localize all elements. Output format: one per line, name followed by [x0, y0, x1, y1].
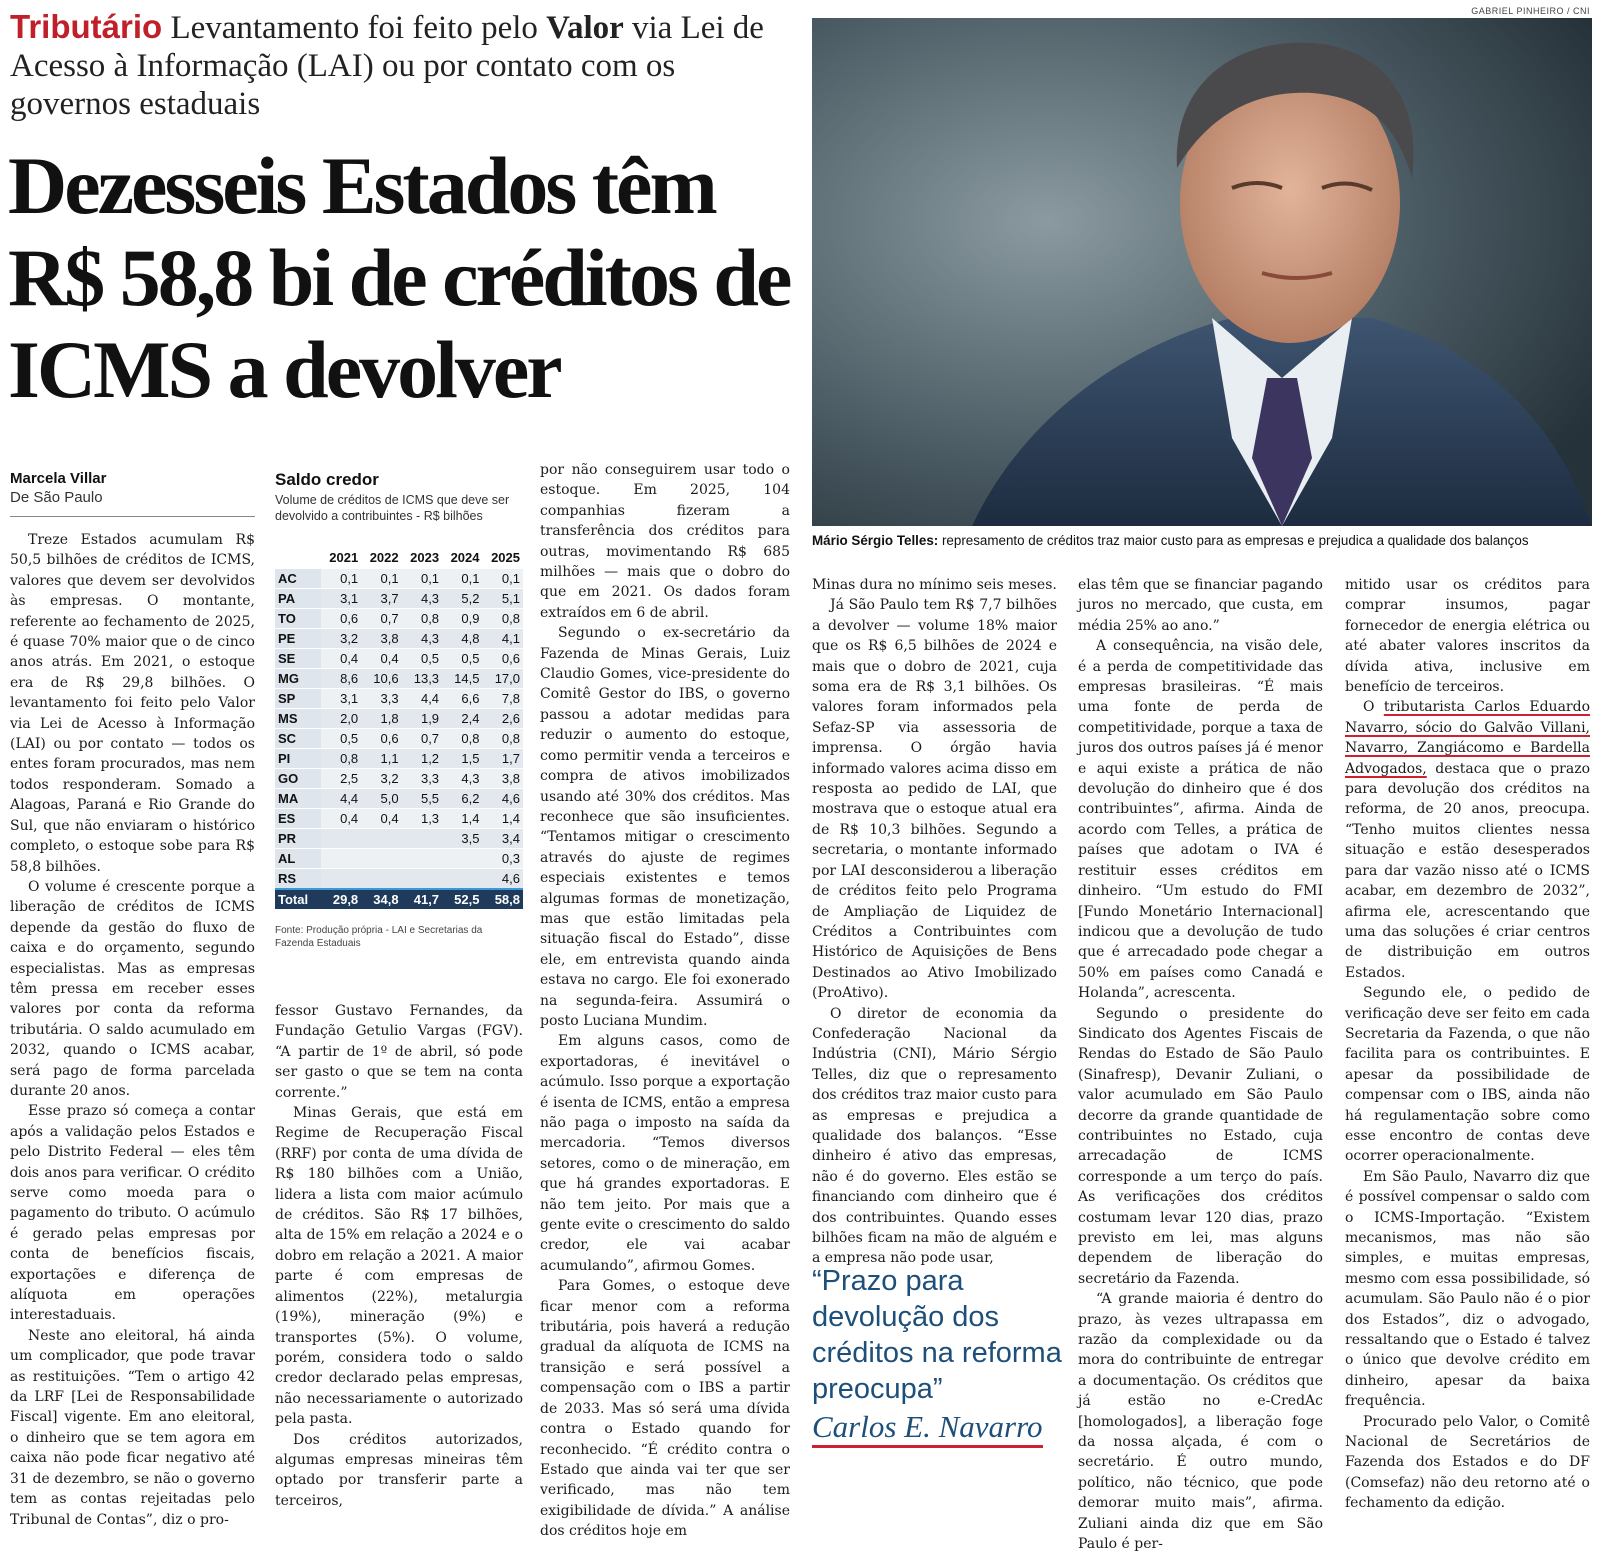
paragraph: Treze Estados acumulam R$ 50,5 bilhões de créditos de ICMS, valores que devem ser devolvidos às empresas. O montante, referente ao fechamento de 2025, é quase 70% maior que o de cinco anos atrás. Em 2021, o estoque era de R$ 29,8 bilhões. O levantamento foi feito pelo Valor via Lei de Acesso à Informação (LAI) ou por contato — todos os entes foram procurados, mas nem todos responderam. Somado a Alagoas, Paraná e Rio Grande do Sul, que não enviaram o histórico completo, o estoque sobe para R$ 58,8 bilhões.	[10, 532, 255, 875]
value-cell: 6,6	[442, 689, 482, 709]
state-cell: MS	[275, 709, 321, 729]
year-header: 2023	[410, 550, 440, 565]
year-header: 2025	[491, 550, 520, 565]
body-col-1	[10, 530, 255, 1530]
value-cell: 1,2	[402, 749, 442, 769]
value-cell	[442, 849, 482, 869]
value-cell: 0,7	[361, 609, 401, 629]
value-cell: 0,8	[321, 749, 361, 769]
value-cell: 0,1	[402, 569, 442, 589]
value-cell	[321, 869, 361, 890]
value-cell: 1,5	[442, 749, 482, 769]
value-cell: 4,3	[402, 589, 442, 609]
table-header-empty	[275, 550, 321, 569]
photo-mario-sergio-telles	[812, 18, 1592, 526]
value-cell: 0,7	[402, 729, 442, 749]
value-cell: 1,8	[361, 709, 401, 729]
state-cell: TO	[275, 609, 321, 629]
paragraph: Em alguns casos, como de exportadoras, é inevitável o acúmulo. Isso porque a exportação é isenta de ICMS, então a empresa não paga o imposto na saída da mercadoria. “Temos diversos setores, como o de mineração, em que há grandes exportadoras. E não tem jeito. Por mais que a gente evite o crescimento do saldo credor, ele vai acabar acumulando”, afirmou Gomes.	[540, 1033, 790, 1274]
state-cell: ES	[275, 809, 321, 829]
value-cell: 3,5	[442, 829, 482, 849]
state-cell: MA	[275, 789, 321, 809]
paragraph: Segundo o ex-secretário da Fazenda de Minas Gerais, Luiz Claudio Gomes, vice-presidente do Comitê Gestor do IBS, o governo passou a adotar medidas para reduzir o aumento do estoque, como permitir venda a terceiros e compra de ativos imobilizados usando até 30% dos créditos. Mas reconhece que são insuficientes. “Tentamos mitigar o crescimento através do ajuste de regimes especiais existentes e temos algumas formas de monetização, mas que estão limitadas pela situação fiscal do Estado”, disse ele, em entrevista quando ainda estava no cargo. Ele foi exonerado na segunda-feira. Assumirá o posto Luciana Mundim.	[540, 625, 790, 1029]
value-cell: 0,8	[482, 729, 523, 749]
state-cell: SE	[275, 649, 321, 669]
value-cell	[402, 849, 442, 869]
table-row	[275, 649, 523, 669]
byline-rule	[10, 516, 255, 517]
paragraph: Em São Paulo, Navarro diz que é possível compensar o saldo com o ICMS-Importação. “Existem mecanismos, mas não são simples, e muitas empresas, mesmo com essa possibilidade, só acumulam. São Paulo não é o pior dos Estados”, diz o advogado, ressaltando que o Estado é talvez o único que devolve crédito em dinheiro, apesar da baixa frequência.	[1345, 1168, 1590, 1410]
value-cell: 3,3	[402, 769, 442, 789]
author-name: Marcela Villar	[10, 470, 107, 487]
headline: Dezesseis Estados têm R$ 58,8 bi de créditos de ICMS a devolver	[8, 140, 790, 415]
table-total-row	[275, 889, 523, 910]
value-cell: 7,8	[482, 689, 523, 709]
value-cell: 5,2	[442, 589, 482, 609]
highlighted-name: tributarista Carlos Eduardo Navarro, sócio do Galvão Villani, Navarro, Zangiácomo e Bardella Advogados,	[1345, 699, 1590, 777]
value-cell: 0,8	[442, 729, 482, 749]
body-col-3	[540, 460, 790, 1542]
value-cell: 0,9	[442, 609, 482, 629]
paragraph: Neste ano eleitoral, há ainda um complicador, que pode travar as restituições. “Tem o artigo 42 da LRF [Lei de Responsabilidade Fiscal] vigente. Em ano eleitoral, o dinheiro que se tem agora em caixa não pode ficar negativo até 31 de dezembro, se não o governo tem as contas rejeitadas pelo Tribunal de Contas”, diz o pro-	[10, 1327, 255, 1528]
kicker	[10, 8, 780, 123]
value-cell: 0,5	[442, 649, 482, 669]
value-cell: 1,1	[361, 749, 401, 769]
paragraph: Segundo ele, o pedido de verificação deve ser feito em cada Secretaria da Fazenda, o que não facilita para os contribuintes. E apesar da possibilidade de compensar com o IBS, ainda não há regulamentação sobre como esse encontro de contas deve ocorrer operacionalmente.	[1345, 985, 1590, 1165]
value-cell: 2,4	[442, 709, 482, 729]
value-cell: 5,5	[402, 789, 442, 809]
state-cell: PR	[275, 829, 321, 849]
table-title: Saldo credor	[275, 470, 379, 489]
value-cell: 3,1	[321, 689, 361, 709]
paragraph: Minas dura no mínimo seis meses.	[812, 577, 1057, 593]
value-cell: 0,1	[482, 569, 523, 589]
value-cell: 0,4	[361, 809, 401, 829]
value-cell: 14,5	[442, 669, 482, 689]
paragraph: mitido usar os créditos para comprar insumos, pagar fornecedor de energia elétrica ou até abater valores inscritos da dívida ativa, inclusive em benefício de terceiros.	[1345, 577, 1590, 696]
value-cell: 1,9	[402, 709, 442, 729]
body-col-5	[1078, 575, 1323, 1555]
value-cell: 0,8	[482, 609, 523, 629]
value-cell	[321, 829, 361, 849]
paragraph: Para Gomes, o estoque deve ficar menor com a reforma tributária, pois haverá a redução gradual da alíquota de ICMS na transição e será possível a compensação com o IBS a partir de 2033. Mas só será uma dívida contra o Estado quando for reconhecido. “É crédito contra o Estado que ainda vai ter que ser verificado, mas não tem exigibilidade de dívida.” A análise dos créditos hoje em	[540, 1278, 790, 1540]
total-label: Total	[275, 889, 321, 910]
value-cell	[321, 849, 361, 869]
table-row	[275, 589, 523, 609]
table-row	[275, 869, 523, 890]
credit-table	[275, 550, 523, 910]
value-cell: 3,2	[361, 769, 401, 789]
value-cell: 5,0	[361, 789, 401, 809]
paragraph: O diretor de economia da Confederação Nacional da Indústria (CNI), Mário Sérgio Telles, diz que o represamento dos créditos traz maior custo para as empresas e prejudica a qualidade dos balanços. “Esse dinheiro é ativo das empresas, não é do governo. Eles estão se financiando com dinheiro que é dos contribuintes. Quando esses bilhões ficam na mão de alguém e a empresa não pode usar,	[812, 1005, 1057, 1267]
text-pre: O	[1363, 699, 1384, 716]
value-cell: 2,0	[321, 709, 361, 729]
value-cell: 0,1	[361, 569, 401, 589]
table-row	[275, 749, 523, 769]
value-cell: 6,2	[442, 789, 482, 809]
paragraph: Dos créditos autorizados, algumas empresas mineiras têm optado por transferir parte a terceiros,	[275, 1431, 523, 1509]
table-row	[275, 669, 523, 689]
value-cell: 0,1	[321, 569, 361, 589]
total-cell: 29,8	[321, 889, 361, 910]
value-cell: 1,3	[402, 809, 442, 829]
paragraph: Já São Paulo tem R$ 7,7 bilhões a devolver — volume 18% maior que os R$ 6,5 bilhões de 2024 e mais que o dobro de 2021, cuja soma era de R$ 3,1 bilhões. Os valores foram informados pela Sefaz-SP via assessoria de imprensa. O órgão havia informado valores acima disso em resposta ao pedido de LAI, que mostrava que o estoque atual era de R$ 10,3 bilhões. Segundo a secretaria, o montante informado por LAI desconsiderou a liberação de créditos feito pelo Programa de Ampliação de Liquidez de Créditos a Contribuintes com Histórico de Aquisições de Bens Destinados ao Ativo Imobilizado (ProAtivo).	[812, 597, 1057, 1002]
table-row	[275, 789, 523, 809]
year-header: 2021	[329, 550, 359, 565]
pull-quote-author: Carlos E. Navarro	[812, 1409, 1043, 1448]
table-row	[275, 809, 523, 829]
value-cell: 8,6	[321, 669, 361, 689]
value-cell: 0,4	[321, 809, 361, 829]
total-cell: 58,8	[482, 889, 523, 910]
value-cell: 4,3	[402, 629, 442, 649]
value-cell: 3,1	[321, 589, 361, 609]
table-header-row	[275, 550, 523, 569]
table-row	[275, 689, 523, 709]
state-cell: AL	[275, 849, 321, 869]
caption-text: represamento de créditos traz maior custo para as empresas e prejudica a qualidade dos balanços	[938, 533, 1529, 548]
value-cell: 4,8	[442, 629, 482, 649]
photo-caption	[812, 533, 1592, 548]
value-cell	[442, 869, 482, 890]
table-subtitle: Volume de créditos de ICMS que deve ser devolvido a contribuintes - R$ bilhões	[275, 493, 510, 523]
table-row	[275, 569, 523, 589]
value-cell	[361, 849, 401, 869]
value-cell: 4,3	[442, 769, 482, 789]
value-cell: 1,7	[482, 749, 523, 769]
value-cell: 4,4	[402, 689, 442, 709]
value-cell: 13,3	[402, 669, 442, 689]
value-cell	[402, 869, 442, 890]
value-cell: 0,6	[361, 729, 401, 749]
paragraph: Procurado pelo Valor, o Comitê Nacional de Secretários de Fazenda dos Estados e do DF (Comsefaz) não deu retorno até o fechamento da edição.	[1345, 1413, 1590, 1512]
value-cell: 2,6	[482, 709, 523, 729]
state-cell: RS	[275, 869, 321, 890]
total-cell: 52,5	[442, 889, 482, 910]
value-cell: 10,6	[361, 669, 401, 689]
pull-quote	[812, 1263, 1067, 1448]
table-row	[275, 629, 523, 649]
state-cell: PA	[275, 589, 321, 609]
state-cell: AC	[275, 569, 321, 589]
paragraph: “A grande maioria é dentro do prazo, às vezes ultrapassa em razão da complexidade ou da mora do contribuinte de entregar a documentação. Os créditos que já estão no e-CredAc [homologados], a liberação foge da nossa alçada, é com o secretário. É outro mundo, político, não técnico, que pode demorar muito mais”, afirma. Zuliani ainda diz que em São Paulo é per-	[1078, 1291, 1323, 1553]
total-cell: 41,7	[402, 889, 442, 910]
value-cell: 0,3	[482, 849, 523, 869]
value-cell: 0,1	[442, 569, 482, 589]
value-cell	[361, 829, 401, 849]
kicker-bold: Valor	[546, 10, 624, 46]
byline	[10, 470, 255, 517]
value-cell: 0,5	[321, 729, 361, 749]
paragraph: fessor Gustavo Fernandes, da Fundação Getulio Vargas (FGV). “A partir de 1º de abril, só pode ser gasto o que se tem na conta corrente.”	[275, 1003, 523, 1101]
table-row	[275, 609, 523, 629]
value-cell: 4,6	[482, 789, 523, 809]
value-cell: 0,8	[402, 609, 442, 629]
credit-table-box	[275, 470, 523, 950]
paragraph: Minas Gerais, que está em Regime de Recuperação Fiscal (RRF) por conta de uma dívida de R$ 180 bilhões com a União, lidera a lista com maior acúmulo de créditos. São R$ 17 bilhões, alta de 15% em relação a 2024 e o dobro em relação a 2021. A maior parte é com empresas de alimentos (22%), metalurgia (19%), mineração (9%) e transportes (5%). O volume, porém, considera todo o saldo credor declarado pelas empresas, não necessariamente o autorizado pela pasta.	[275, 1105, 523, 1428]
paragraph: A consequência, na visão dele, é a perda de competitividade das empresas brasileiras. “É mais uma fonte de perda de competitividade, porque a taxa de juros dos outros países já é menor e aqui existe a prática de não devolução do dinheiro que é dos contribuintes”, afirma. Ainda de acordo com Telles, a prática de países que adotam o IVA é restituir esses créditos em dinheiro. “Um estudo do FMI [Fundo Monetário Internacional] indicou que a devolução de tudo que é arrecadado pode chegar a 50% em países como Canadá e Holanda”, acrescenta.	[1078, 638, 1323, 1002]
body-col-2	[275, 1001, 523, 1511]
body-col-4	[812, 575, 1057, 1269]
photo-credit: GABRIEL PINHEIRO / CNI	[1471, 6, 1590, 16]
value-cell	[361, 869, 401, 890]
value-cell: 3,8	[482, 769, 523, 789]
value-cell: 3,8	[361, 629, 401, 649]
state-cell: PI	[275, 749, 321, 769]
value-cell: 1,4	[482, 809, 523, 829]
year-header: 2022	[369, 550, 399, 565]
value-cell: 4,1	[482, 629, 523, 649]
table-row	[275, 849, 523, 869]
state-cell: PE	[275, 629, 321, 649]
value-cell: 5,1	[482, 589, 523, 609]
paragraph: Esse prazo só começa a contar após a validação pelos Estados e pelo Distrito Federal — eles têm dois anos para verificar. O crédito serve como moeda para o pagamento do tributo. O acúmulo é gerado pelas empresas por conta de benefícios fiscais, exportações e diferença de alíquota em operações interestaduais.	[10, 1103, 255, 1324]
value-cell: 0,5	[402, 649, 442, 669]
value-cell: 0,4	[361, 649, 401, 669]
value-cell: 17,0	[482, 669, 523, 689]
value-cell: 3,4	[482, 829, 523, 849]
value-cell	[402, 829, 442, 849]
value-cell: 4,6	[482, 869, 523, 890]
value-cell: 3,7	[361, 589, 401, 609]
year-header: 2024	[450, 550, 480, 565]
paragraph: O volume é crescente porque a liberação de créditos de ICMS depende da gestão do fluxo de caixa e do orçamento, segundo especialistas. Mas as empresas têm pressa em receber esses valores por conta da reforma tributária. O saldo acumulado em 2032, quando o ICMS acabar, será pago de forma parcelada durante 20 anos.	[10, 878, 255, 1099]
text-post: destaca que o prazo para devolução dos créditos na reforma, de 20 anos, preocupa. “Tenho muitos clientes nessa situação e estão desesperados para dar vazão nisso até o ICMS acabar, em dezembro de 2032”, afirma ele, acrescentando que uma das soluções é criar centros de distribuição em outros Estados.	[1345, 760, 1590, 981]
table-row	[275, 709, 523, 729]
paragraph: Segundo o presidente do Sindicato dos Agentes Fiscais de Rendas do Estado de São Paulo (Sinafresp), Devanir Zuliani, o valor acumulado em São Paulo decorre da grande quantidade de contribuintes no Estado, cuja arrecadação de ICMS corresponde a um terço do país. As verificações dos créditos costumam levar 120 dias, prazo previsto em lei, mas alguns dependem de liberação do secretário da Fazenda.	[1078, 1005, 1323, 1287]
table-row	[275, 829, 523, 849]
value-cell: 4,4	[321, 789, 361, 809]
state-cell: GO	[275, 769, 321, 789]
total-cell: 34,8	[361, 889, 401, 910]
kicker-text-2: via Lei de Acesso à Informação (LAI) ou por contato com os governos estaduais	[10, 10, 764, 122]
value-cell: 0,4	[321, 649, 361, 669]
paragraph: por não conseguirem usar todo o estoque. Em 2025, 104 companhias fizeram a transferência dos créditos para outras, movimentando R$ 685 milhões — mais que o dobro do que em 2021. Os dados foram extraídos em 6 de abril.	[540, 462, 790, 621]
value-cell: 2,5	[321, 769, 361, 789]
value-cell: 1,4	[442, 809, 482, 829]
state-cell: SP	[275, 689, 321, 709]
paragraph-navarro	[1345, 697, 1590, 983]
state-cell: MG	[275, 669, 321, 689]
paragraph: elas têm que se financiar pagando juros no mercado, que custa, em média 25% ao ano.”	[1078, 577, 1323, 634]
section-tag: Tributário	[10, 8, 163, 45]
value-cell: 0,6	[321, 609, 361, 629]
pull-quote-text: “Prazo para devolução dos créditos na reforma preocupa”	[812, 1265, 1062, 1405]
value-cell: 3,3	[361, 689, 401, 709]
state-cell: SC	[275, 729, 321, 749]
value-cell: 0,6	[482, 649, 523, 669]
value-cell: 3,2	[321, 629, 361, 649]
kicker-text-1: Levantamento foi feito pelo	[162, 10, 547, 46]
table-source: Fonte: Produção própria - LAI e Secretarias da Fazenda Estaduais	[275, 925, 483, 949]
table-row	[275, 769, 523, 789]
table-row	[275, 729, 523, 749]
body-col-6	[1345, 575, 1590, 1514]
portrait-illustration	[812, 18, 1592, 526]
caption-bold: Mário Sérgio Telles:	[812, 533, 939, 548]
author-place: De São Paulo	[10, 489, 103, 506]
